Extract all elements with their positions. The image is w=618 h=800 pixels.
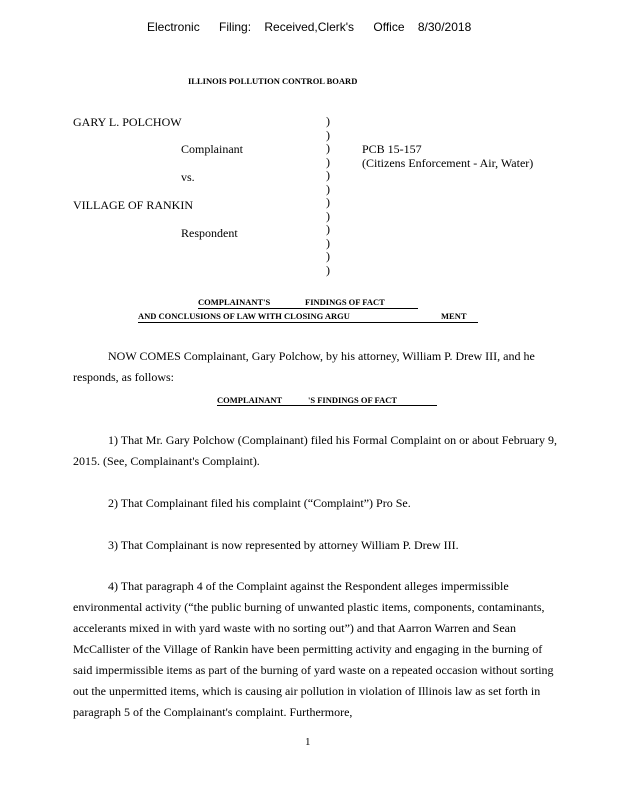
- filing-word-4: Office: [373, 20, 405, 34]
- paren: ): [326, 154, 330, 169]
- paren: ): [326, 141, 330, 155]
- title-line2-part-a: AND CONCLUSIONS OF LAW WITH CLOSING ARGU: [138, 311, 350, 321]
- respondent-role: Respondent: [181, 226, 238, 240]
- page-number: 1: [305, 736, 311, 748]
- title-underline-2: [138, 322, 478, 323]
- paren: ): [326, 249, 330, 263]
- case-number: PCB 15-157: [362, 142, 422, 156]
- finding-1: 1) That Mr. Gary Polchow (Complainant) filed his Formal Complaint on or about February 9, 2015. (See, Complainant's Complaint).: [73, 433, 558, 468]
- complainant-role: Complainant: [181, 142, 243, 156]
- finding-4: 4) That paragraph 4 of the Complaint against the Respondent alleges impermissible environmental activity (“the public burning of unwanted plastic items, components, contaminants, accelerants mixed in with yard waste with no sorting out”) and that Aarron Warren and Sean McCallister of the Village of Rankin have been permitting activity and engaging in the burning of said impermissible items as part of the burning of yard waste on a repeated occasion without sorting out the unpermitted items, which is causing air pollution in violation of Illinois law as set forth in paragraph 5 of the Complainant's complaint. Furthermore,: [73, 579, 554, 719]
- title-line1-part-a: COMPLAINANT'S: [198, 297, 271, 307]
- paren: ): [326, 168, 330, 182]
- filing-word-1: Electronic: [147, 20, 200, 34]
- caption-parens: [326, 115, 336, 277]
- section-heading-part-a: COMPLAINANT: [217, 395, 283, 405]
- respondent-name: VILLAGE OF RANKIN: [73, 198, 193, 212]
- section-heading-part-b: 'S FINDINGS OF FACT: [308, 395, 398, 405]
- finding-2: 2) That Complainant filed his complaint (“Complaint”) Pro Se.: [108, 496, 411, 510]
- complainant-name: GARY L. POLCHOW: [73, 115, 182, 129]
- case-type: (Citizens Enforcement - Air, Water): [362, 156, 534, 170]
- title-line2-part-b: MENT: [441, 311, 467, 321]
- paren: ): [326, 114, 330, 128]
- paren: ): [326, 181, 330, 196]
- filing-word-3: Received,Clerk's: [264, 20, 355, 34]
- paren: ): [326, 222, 330, 236]
- title-line1-part-b: FINDINGS OF FACT: [305, 297, 385, 307]
- paren: ): [326, 262, 330, 277]
- filing-word-2: Filing:: [219, 20, 252, 34]
- paren: ): [326, 127, 330, 142]
- board-name: ILLINOIS POLLUTION CONTROL BOARD: [188, 76, 358, 86]
- filing-stamp: [147, 20, 471, 34]
- paren: ): [326, 208, 330, 223]
- versus: vs.: [181, 170, 195, 184]
- finding-3: 3) That Complainant is now represented by attorney William P. Drew III.: [108, 538, 459, 552]
- paren: ): [326, 235, 330, 250]
- title-underline-1: [198, 308, 418, 309]
- intro-paragraph: NOW COMES Complainant, Gary Polchow, by his attorney, William P. Drew III, and he responds, as follows:: [73, 349, 535, 384]
- section-heading-underline: [217, 405, 437, 406]
- filing-date: 8/30/2018: [417, 20, 472, 34]
- paren: ): [326, 195, 330, 209]
